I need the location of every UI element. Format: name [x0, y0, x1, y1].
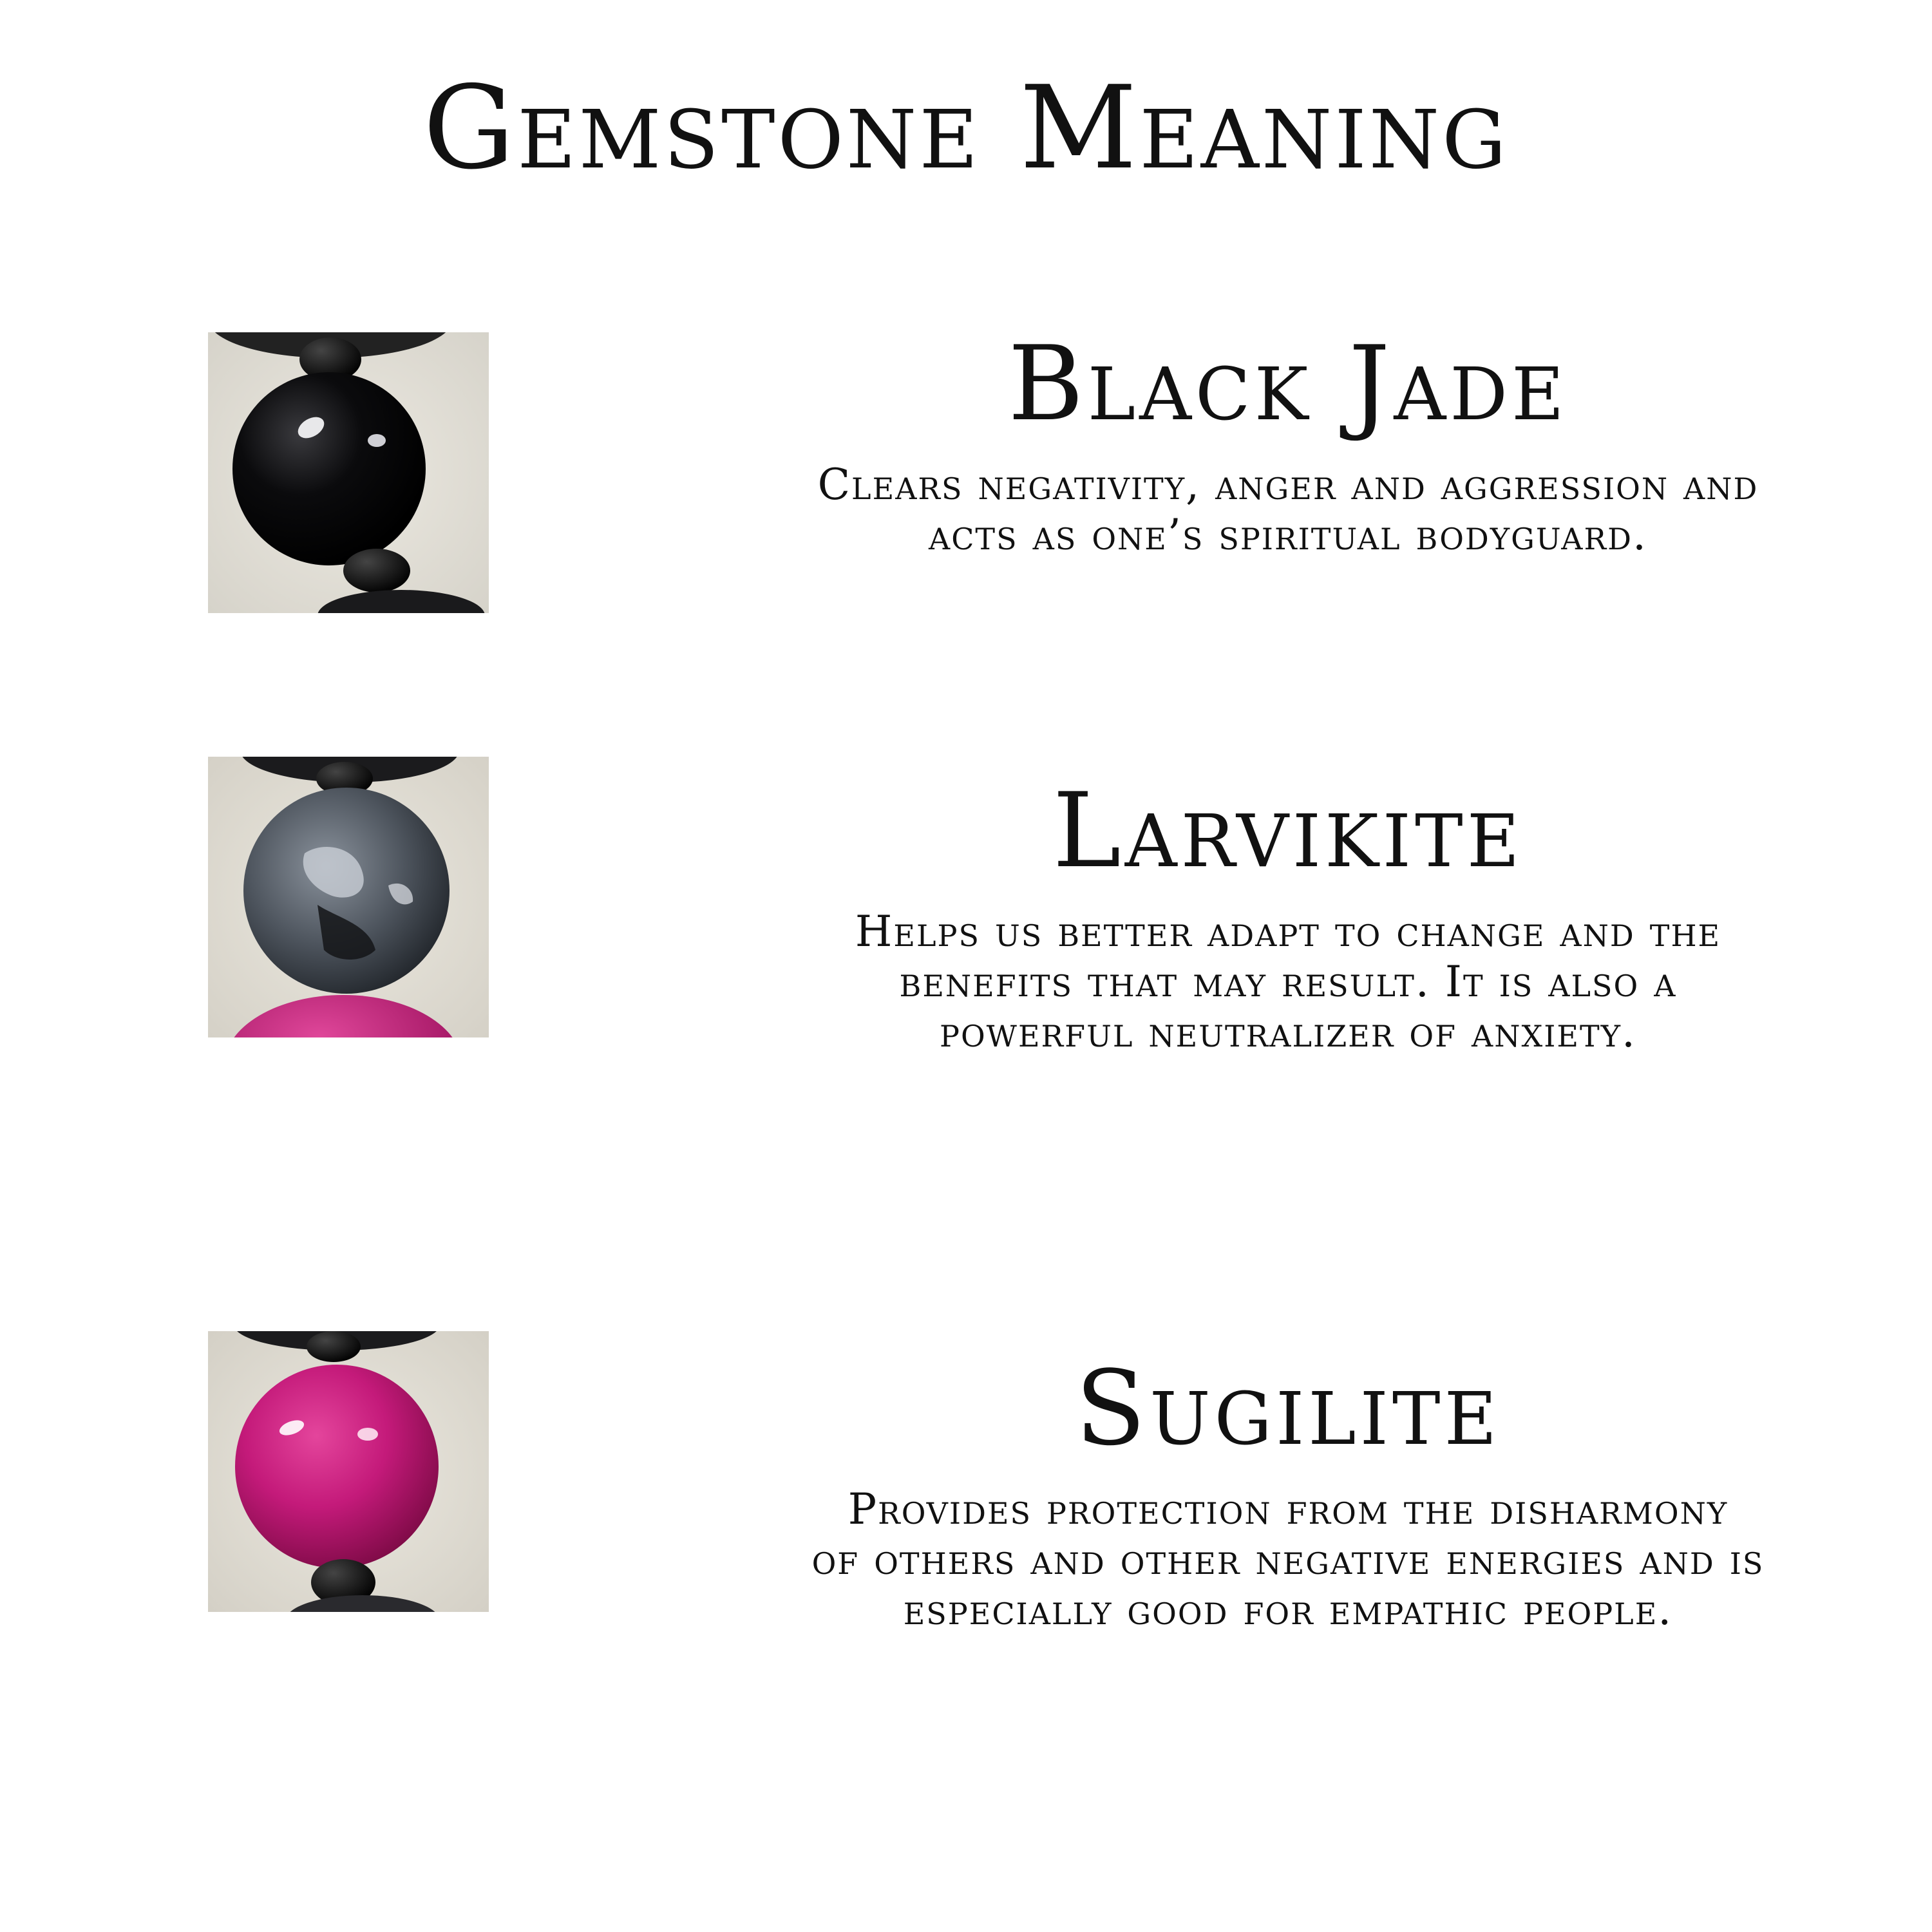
- larvikite-bead-photo: [208, 757, 489, 1037]
- gemstone-name: Larvikite: [1052, 770, 1524, 891]
- gemstone-name: Sugilite: [1075, 1348, 1501, 1468]
- gemstone-description: Clears negativity, anger and aggression and acts as one’s spiritual bodyguard.: [817, 460, 1759, 560]
- gemstone-name: Black Jade: [1008, 323, 1568, 444]
- gemstone-description: Helps us better adapt to change and the benefits that may result. It is also a powerful neutralizer of anxiety.: [855, 907, 1721, 1057]
- sugilite-bead-photo: [208, 1331, 489, 1612]
- gemstone-entry-sugilite: [0, 1331, 1932, 1634]
- gemstone-description: Provides protection from the disharmony of others and other negative energies and is especially good for empathic people.: [811, 1484, 1765, 1634]
- page-title: Gemstone Meaning: [423, 61, 1509, 194]
- black-jade-bead-photo: [208, 332, 489, 613]
- gemstone-entry-black-jade: [0, 323, 1932, 616]
- gemstone-entry-larvikite: [0, 757, 1932, 1057]
